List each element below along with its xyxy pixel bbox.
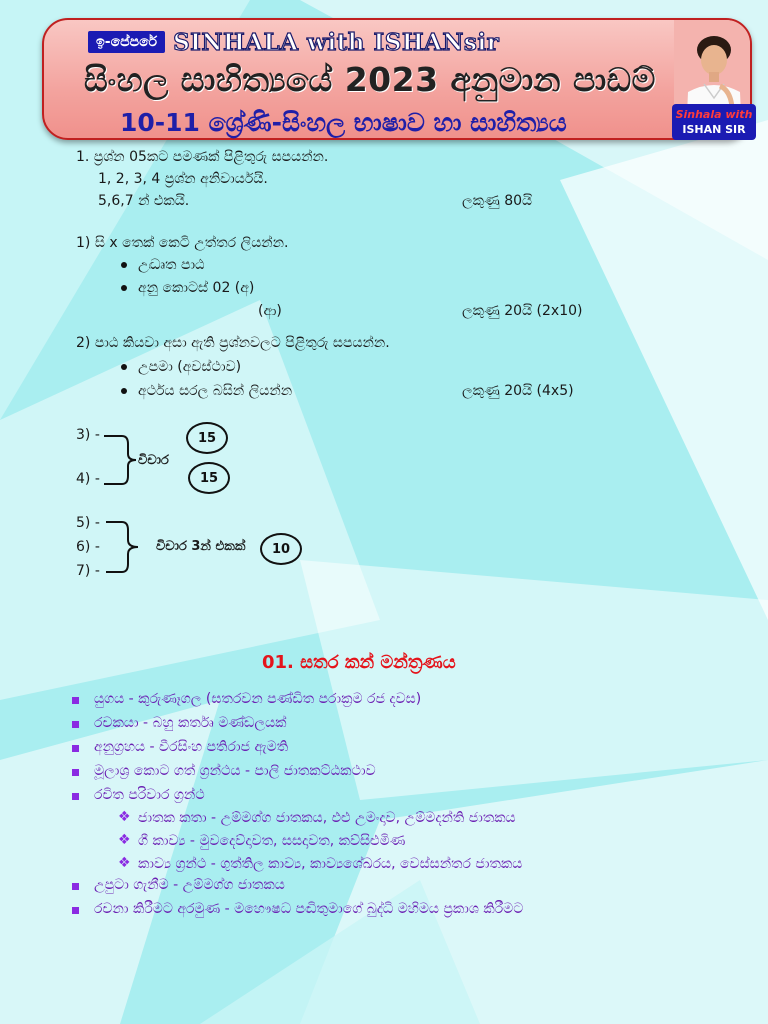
instruction-line-1: 1. ප්‍රශ්න 05කට පමණක් පිළිතුරු සපයන්න. — [76, 149, 329, 165]
page-title: සිංහල සාහිත්‍යයේ 2023 අනුමාන පාඩම් — [84, 60, 656, 99]
square-bullet — [72, 769, 79, 776]
square-bullet — [72, 745, 79, 752]
q2-item-2: අර්ථය සරල බසින් ලියන්න — [138, 383, 293, 399]
q7-label: 7) - — [76, 563, 100, 579]
section-item-2: රචකයා - බහු කර්තෘ මණ්ඩලයක් — [94, 715, 287, 731]
photo-caption — [672, 104, 756, 140]
q6-label: 6) - — [76, 539, 100, 555]
mark-circle-q5-7: 10 — [260, 533, 302, 565]
q2-marks: ලකුණු 20යි (4x5) — [462, 383, 574, 399]
q1-item-2: අනු කොටස් 02 (අ) — [138, 280, 255, 296]
square-bullet — [72, 721, 79, 728]
epaper-badge: ඉ-පේපරේ — [88, 31, 165, 53]
section-item-6: උපුටා ගැනීම - උම්මග්ග ජාතකය — [94, 877, 285, 893]
section-item-7: රචනා කිරීමට අරමුණ - මහෞෂධ පඬිතුමාගේ බුද්ධි මහිමය ප්‍රකාශ කිරීමට — [94, 901, 524, 917]
photo-caption-line1: Sinhala with — [675, 108, 753, 121]
square-bullet — [72, 793, 79, 800]
square-bullet — [72, 697, 79, 704]
q1-item-1: උද්‍ධෘත පාඨ — [138, 257, 205, 273]
instruction-marks: ලකුණු 80යි — [462, 193, 533, 209]
instruction-line-3: 5,6,7 න් එකයි. — [98, 193, 190, 209]
q1-sub: (ආ) — [258, 303, 282, 319]
instruction-line-2: 1, 2, 3, 4 ප්‍රශ්න අනිවාර්යයි. — [98, 171, 268, 187]
section-subitem-3: කාව්‍ය ග්‍රන්ථ - ගුත්තිල කාව්‍ය, කාව්‍යශේඛරය, වෙස්සන්තර ජාතකය — [138, 856, 523, 872]
q1-marks: ලකුණු 20යි (2x10) — [462, 303, 583, 319]
section-subitem-2: ගී කාව්‍ය - මුවදෙව්දාවත, සසදාවත, කව්සිළුමිණ — [138, 833, 406, 849]
square-bullet — [72, 907, 79, 914]
photo-caption-line2: ISHAN SIR — [682, 123, 746, 136]
q3-label: 3) - — [76, 427, 100, 443]
essay-label-b: විචාර 3න් එකක් — [156, 539, 246, 554]
section-item-5: රචිත පරිවාර ග්‍රන්ථ — [94, 787, 205, 803]
square-bullet — [72, 883, 79, 890]
brace-b — [104, 516, 160, 578]
q2-item-1: උපමා (අවස්ථාව) — [138, 359, 242, 375]
q2-title: 2) පාඨ කියවා අසා ඇති ප්‍රශ්නවලට පිළිතුරු සපයන්න. — [76, 335, 390, 351]
diamond-bullet-icon: ❖ — [118, 832, 131, 848]
q5-label: 5) - — [76, 515, 100, 531]
brand-title: SINHALA with ISHANsir — [173, 28, 500, 56]
essay-label-a: විචාර — [138, 453, 169, 468]
mark-circle-q4: 15 — [188, 462, 230, 494]
page-subtitle: 10-11 ශ්‍රේණි-සිංහල භාෂාව හා සාහිත්‍යය — [120, 108, 567, 137]
diamond-bullet-icon: ❖ — [118, 809, 131, 825]
section-item-3: අනුග්‍රහය - වීරසිංහ පතිරාජ ඇමති — [94, 739, 289, 755]
mark-circle-q3: 15 — [186, 422, 228, 454]
diamond-bullet-icon: ❖ — [118, 855, 131, 871]
section-title: 01. සතර කන් මන්ත්‍රණය — [262, 652, 456, 673]
section-item-1: යුගය - කුරුණෑගල (සතරවන පණ්ඩිත පරාක්‍රම රජ දවස) — [94, 691, 422, 707]
q4-label: 4) - — [76, 471, 100, 487]
section-item-4: මූලාශ්‍ර කොට ගත් ග්‍රන්ථය - පාලි ජාතකට්ඨකථාව — [94, 763, 376, 779]
q1-title: 1) සි x තෙක් කෙටි උත්තර ලියන්න. — [76, 235, 289, 251]
section-subitem-1: ජාතක කතා - උම්මග්ග ජාතකය, ඵළු උමංදාව, උම්මදන්ති ජාතකය — [138, 810, 516, 826]
